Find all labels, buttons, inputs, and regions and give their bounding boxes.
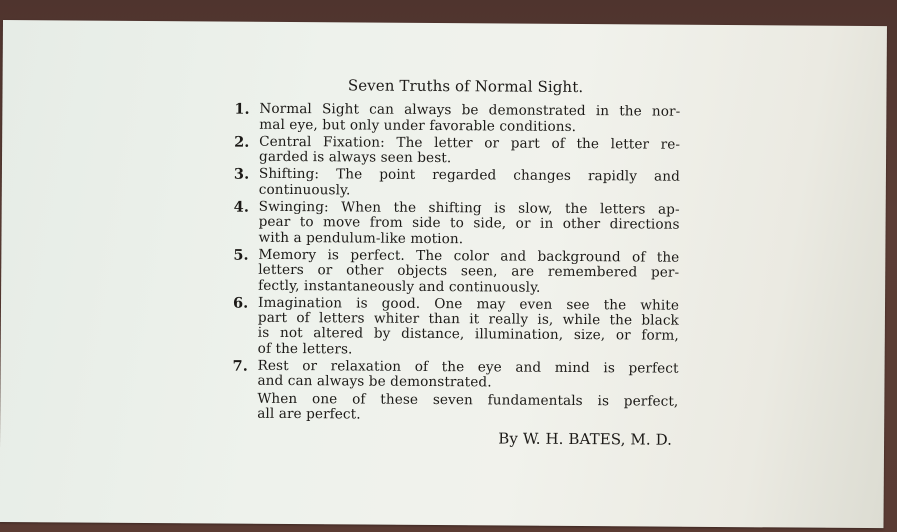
item-line: Imagination is good. One may even see the white (257, 294, 680, 314)
item-line: fectly, instantaneously and continuously. (258, 277, 541, 296)
item-line: letters or other objects seen, are remembered per- (258, 262, 680, 281)
item-number: 3. (233, 166, 250, 184)
closing-line: When one of these seven fundamentals is perfect, (257, 390, 679, 410)
item-line: of the letters. (257, 340, 353, 358)
truth-item-3 (234, 167, 680, 201)
author-signature: By W. H. BATES, M. D. (498, 429, 673, 449)
closing-line: all are perfect. (257, 405, 361, 423)
item-number: 6. (232, 294, 249, 312)
item-text (258, 296, 679, 360)
printed-card (0, 20, 887, 528)
item-line: with a pendulum-like motion. (258, 229, 464, 247)
card-title: Seven Truths of Normal Sight. (347, 76, 584, 97)
item-text (258, 248, 679, 297)
truth-item-1 (234, 102, 680, 136)
item-number: 4. (233, 198, 250, 216)
item-text (259, 102, 680, 136)
item-line: Normal Sight can always be demonstrated in the nor- (259, 101, 681, 121)
truth-item-7 (232, 359, 678, 393)
item-number: 1. (234, 100, 250, 119)
item-number: 2. (234, 133, 250, 151)
item-line: and can always be demonstrated. (257, 373, 492, 391)
item-line: is not altered by distance, illumination, size, or form, (257, 325, 679, 345)
closing-statement (257, 391, 678, 425)
item-text (258, 200, 679, 249)
item-number: 7. (232, 357, 248, 375)
truth-item-5 (233, 248, 679, 297)
item-line: mal eye, but only under favorable conditions. (259, 116, 577, 135)
item-line: Central Fixation: The letter or part of the letter re- (259, 133, 681, 153)
truth-item-4 (233, 200, 679, 249)
item-text (259, 167, 680, 201)
item-text (257, 359, 678, 393)
item-text (259, 135, 680, 169)
item-line: Memory is perfect. The color and background of the (258, 246, 680, 266)
item-line: garded is always seen best. (258, 148, 452, 167)
item-line: pear to move from side to side, or in other directions (258, 214, 680, 234)
item-line: Shifting: The point regarded changes rapidly and (258, 166, 680, 186)
item-line: part of letters whiter than it really is, while the black (257, 309, 679, 329)
item-line: Swinging: When the shifting is slow, the letters ap- (258, 198, 680, 218)
truth-item-2 (234, 135, 680, 169)
item-line: Rest or relaxation of the eye and mind is perfect (257, 357, 679, 377)
card-text (232, 78, 681, 449)
truth-item-6 (233, 295, 679, 359)
item-number: 5. (233, 246, 249, 264)
item-line: continuously. (258, 181, 351, 199)
